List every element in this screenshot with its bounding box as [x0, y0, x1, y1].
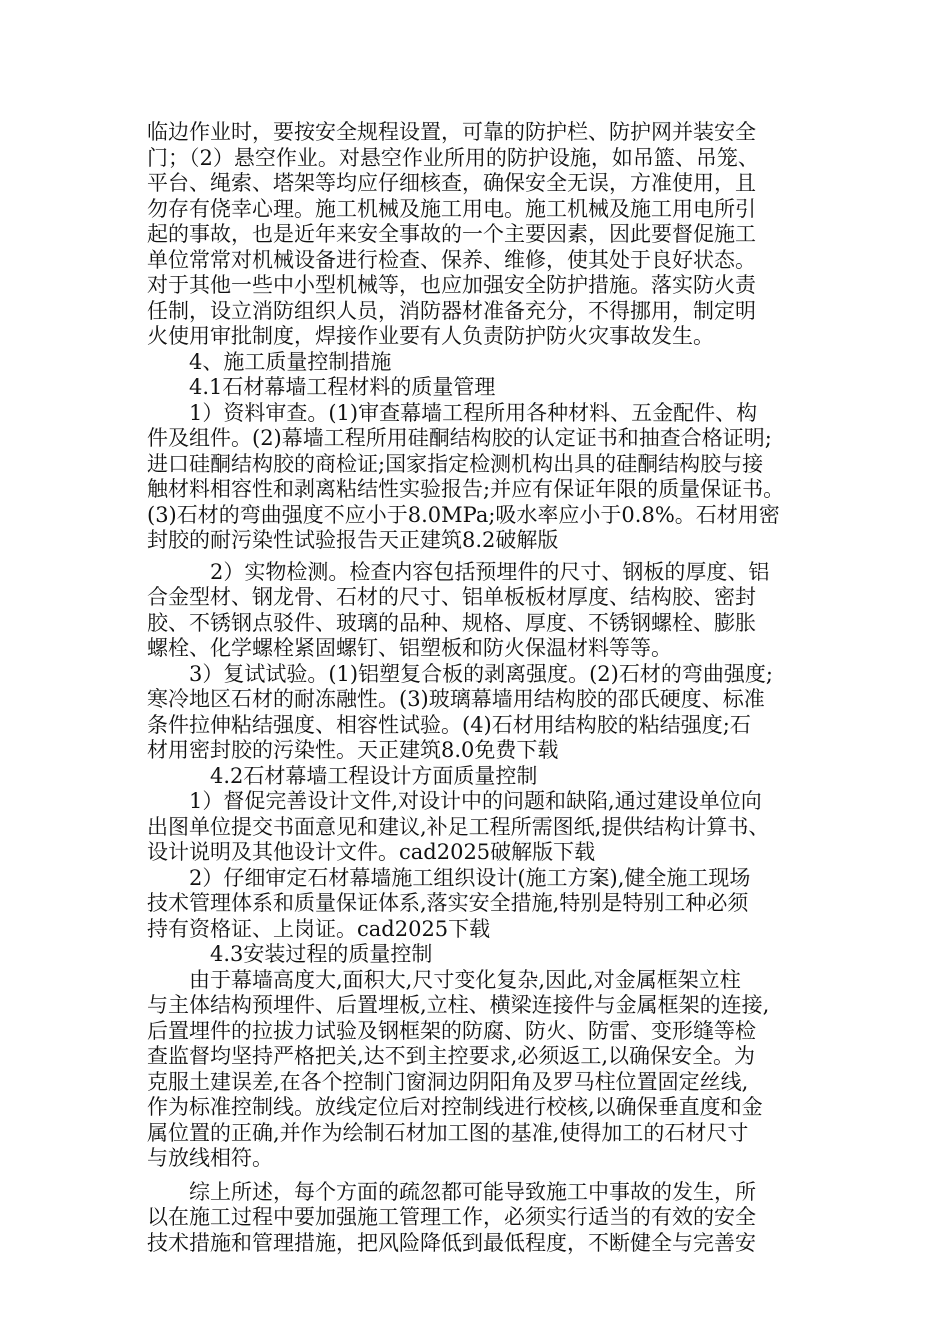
- text-line: 与放线相符。: [147, 1146, 273, 1170]
- text-line: 与主体结构预埋件、后置埋板,立柱、横梁连接件与金属框架的连接,: [147, 993, 770, 1017]
- text-line: 4.1石材幕墙工程材料的质量管理: [147, 375, 496, 399]
- text-line: 出图单位提交书面意见和建议,补足工程所需图纸,提供结构计算书、: [147, 814, 770, 839]
- text-line: 勿存有侥幸心理。施工机械及施工用电。施工机械及施工用电所引: [147, 196, 756, 221]
- text-line: 寒冷地区石材的耐冻融性。(3)玻璃幕墙用结构胶的邵氏硬度、标准: [147, 687, 765, 711]
- text-line: 2）实物检测。检查内容包括预埋件的尺寸、钢板的厚度、铝: [147, 559, 770, 584]
- text-line: 属位置的正确,并作为绘制石材加工图的基准,使得加工的石材尺寸: [147, 1120, 749, 1145]
- text-line: 门；（2）悬空作业。对悬空作业所用的防护设施，如吊篮、吊笼、: [147, 145, 759, 170]
- text-line: 单位常常对机械设备进行检查、保养、维修，使其处于良好状态。: [147, 247, 756, 272]
- text-line: 4、施工质量控制措施: [147, 349, 392, 374]
- text-line: 1）资料审查。(1)审查幕墙工程所用各种材料、五金配件、构: [147, 400, 758, 425]
- text-line: 技术措施和管理措施，把风险降低到最低程度，不断健全与完善安: [147, 1230, 756, 1255]
- text-line: 材用密封胶的污染性。天正建筑8.0免费下载: [147, 738, 559, 762]
- text-line: 1）督促完善设计文件,对设计中的问题和缺陷,通过建设单位向: [147, 789, 762, 813]
- text-line: 螺栓、化学螺栓紧固螺钉、铝塑板和防火保温材料等等。: [147, 636, 672, 660]
- text-line: 设计说明及其他设计文件。cad2025破解版下载: [147, 840, 596, 864]
- text-line: 平台、绳索、塔架等均应仔细核查，确保安全无误，方准使用，且: [147, 171, 756, 195]
- text-line: 对于其他一些中小型机械等，也应加强安全防护措施。落实防火责: [147, 273, 756, 297]
- text-line: 进口硅酮结构胶的商检证;国家指定检测机构出具的硅酮结构胶与接: [147, 451, 764, 476]
- text-line: 触材料相容性和剥离粘结性实验报告;并应有保证年限的质量保证书。: [147, 477, 785, 501]
- text-line: 封胶的耐污染性试验报告天正建筑8.2破解版: [147, 528, 559, 552]
- text-line: 后置埋件的拉拔力试验及钢框架的防腐、防火、防雷、变形缝等检: [147, 1018, 756, 1043]
- text-line: 条件拉伸粘结强度、相容性试验。(4)石材用结构胶的粘结强度;石: [147, 712, 751, 737]
- text-line: 持有资格证、上岗证。cad2025下载: [147, 916, 491, 941]
- text-line: 起的事故，也是近年来安全事故的一个主要因素，因此要督促施工: [147, 222, 756, 246]
- document-body: [147, 120, 819, 1256]
- text-line: 3）复试试验。(1)铝塑复合板的剥离强度。(2)石材的弯曲强度;: [147, 661, 773, 686]
- text-line: 临边作业时，要按安全规程设置，可靠的防护栏、防护网并装安全: [147, 120, 756, 144]
- text-line: 4.2石材幕墙工程设计方面质量控制: [147, 763, 538, 788]
- text-line: 查监督均坚持严格把关,达不到主控要求,必须返工,以确保安全。为: [147, 1044, 756, 1068]
- text-line: 合金型材、钢龙骨、石材的尺寸、铝单板板材厚度、结构胶、密封: [147, 585, 756, 609]
- text-line: 综上所述，每个方面的疏忽都可能导致施工中事故的发生，所: [147, 1179, 756, 1204]
- text-line: 2）仔细审定石材幕墙施工组织设计(施工方案),健全施工现场: [147, 865, 751, 890]
- text-line: 作为标准控制线。放线定位后对控制线进行校核,以确保垂直度和金: [147, 1095, 763, 1119]
- text-line: 技术管理体系和质量保证体系,落实安全措施,特别是特别工种必须: [147, 891, 749, 915]
- text-line: 由于幕墙高度大,面积大,尺寸变化复杂,因此,对金属框架立柱: [147, 967, 741, 992]
- text-line: 件及组件。(2)幕墙工程所用硅酮结构胶的认定证书和抽查合格证明;: [147, 426, 772, 450]
- text-line: 4.3安装过程的质量控制: [147, 942, 433, 966]
- text-line: (3)石材的弯曲强度不应小于8.0MPa;吸水率应小于0.8%。石材用密: [147, 502, 780, 527]
- text-line: 克服土建误差,在各个控制门窗洞边阴阳角及罗马柱位置固定丝线,: [147, 1069, 749, 1094]
- text-line: 以在施工过程中要加强施工管理工作，必须实行适当的有效的安全: [147, 1205, 756, 1229]
- text-line: 火使用审批制度，焊接作业要有人负责防护防火灾事故发生。: [147, 324, 714, 348]
- text-line: 胶、不锈钢点驳件、玻璃的品种、规格、厚度、不锈钢螺栓、膨胀: [147, 610, 756, 635]
- text-line: 任制，设立消防组织人员，消防器材准备充分，不得挪用，制定明: [147, 298, 756, 323]
